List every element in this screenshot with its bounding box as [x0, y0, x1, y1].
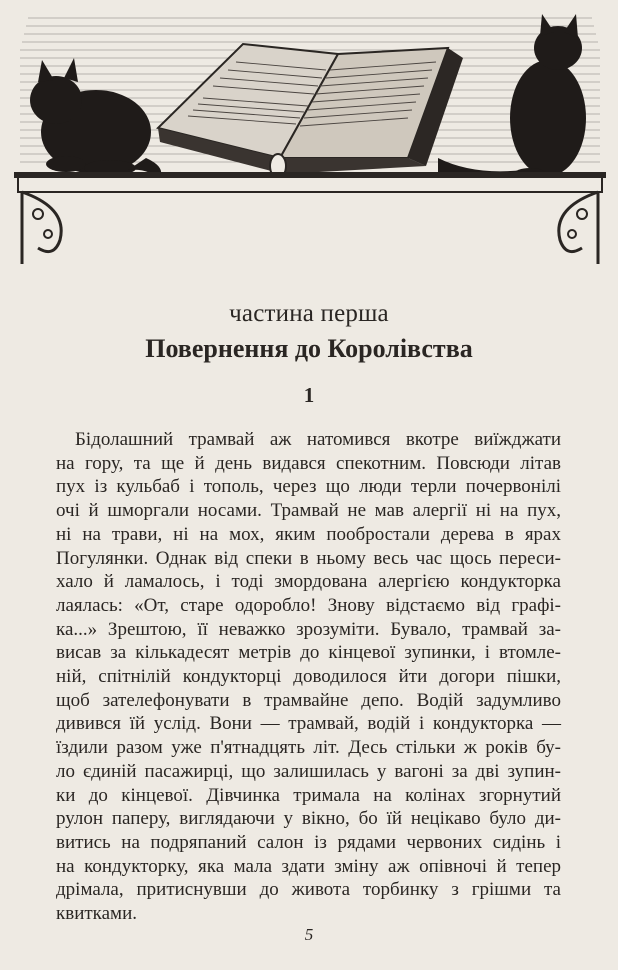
left-cat-icon — [30, 58, 161, 180]
text-line: їздили разом уже п'ятнадцять літ. Десь стільки ж років бу- — [56, 737, 561, 759]
text-line: пух із кульбаб і тополь, через що люди терли почервонілі — [56, 476, 561, 498]
shelf-icon — [14, 172, 606, 264]
text-line: ка...» Зрештою, її неважко зрозуміти. Бувало, трамвай за- — [56, 618, 561, 640]
text-line: очі й шморгали носами. Трамвай не мав алергії ні на пух, — [56, 500, 561, 522]
text-line: Бідолашний трамвай аж натомився вкотре виїжджати — [75, 429, 561, 450]
text-line: Погулянки. Однак від спеки в ньому весь час щось переси- — [56, 547, 561, 569]
page-number: 5 — [304, 925, 314, 944]
open-book-icon — [158, 44, 463, 178]
text-line: витись на подряпаний салон із рядами червоних сидінь і — [56, 831, 561, 853]
text-line: лаялась: «От, старе одоробло! Знову відстаємо від графі- — [56, 594, 561, 616]
text-line: на кондукторку, яка мала здати зміну аж опівночі й тепер — [56, 855, 561, 877]
text-line: дивився їй услід. Вони — трамвай, водій і кондукторка — — [56, 713, 561, 735]
right-cat-icon — [438, 14, 586, 180]
text-line: рулон паперу, виглядаючи у вікно, бо їй нецікаво було ди- — [56, 808, 561, 830]
chapter-number: 1 — [303, 383, 315, 407]
text-line: щоб зателефонувати в трамвайне депо. Водій задумливо — [56, 689, 561, 711]
text-line: дрімала, притиснувши до живота торбинку з грішми та — [56, 879, 561, 901]
text-line: хало й ламалось, і тоді змордована алергією кондукторка — [56, 571, 561, 593]
text-line: квитками. — [56, 903, 137, 925]
chapter-body-text — [56, 428, 561, 926]
text-line: ній, спітнілій кондукторці доводилося йти догори пішки, — [56, 666, 561, 688]
text-line: ні на трави, ні на мох, яким пообростали дерева в ярах — [56, 523, 561, 545]
part-title: Повернення до Королівства — [145, 334, 473, 363]
text-line: ки до кінцевої. Дівчинка тримала на колінах згорнутий — [56, 784, 561, 806]
book-and-cats-illustration — [8, 8, 612, 270]
text-line: висав за кількадесят метрів до кінцевої зупинки, і втомле- — [56, 642, 561, 664]
text-line: на гору, та ще й день видався спекотним. Повсюди літав — [56, 452, 561, 474]
text-line: ло єдиній пасажирці, що залишилась у вагоні за дві зупин- — [56, 760, 561, 782]
part-label: частина перша — [229, 300, 389, 327]
